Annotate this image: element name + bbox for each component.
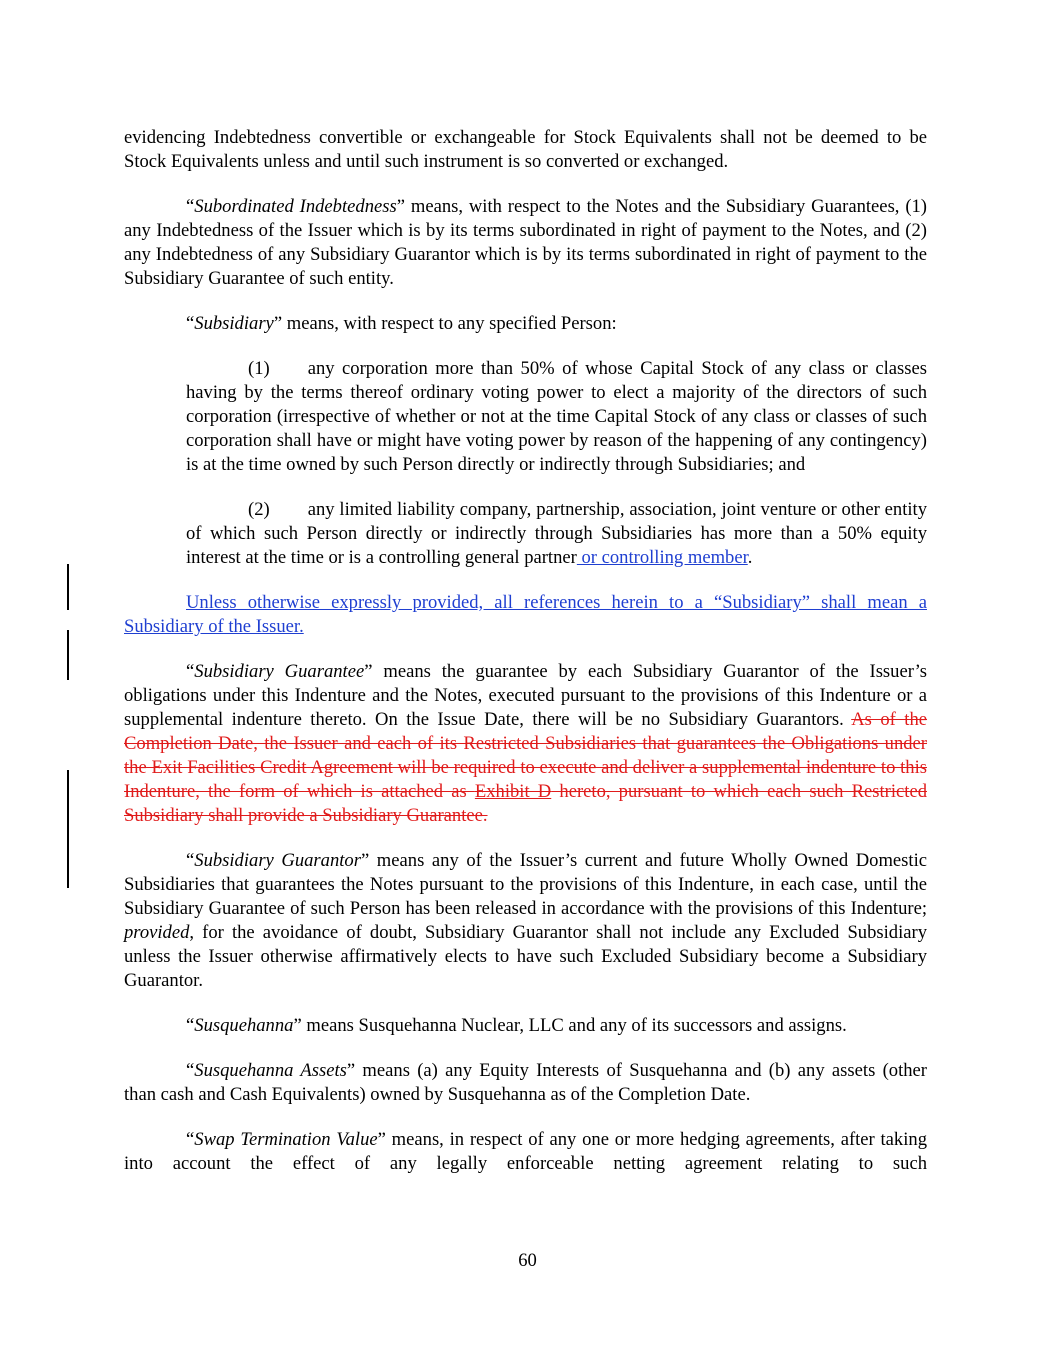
definition-swap-termination-value: “Swap Termination Value” means, in respect of any one or more hedging agreements, after taking into account the effect of any legally enforceable netting agreement relating to such	[124, 1129, 927, 1174]
defined-term: Susquehanna	[194, 1015, 294, 1036]
definition-susquehanna-assets: “Susquehanna Assets” means (a) any Equity Interests of Susquehanna and (b) any assets (other than cash and Cash Equivalents) owned by Susquehanna as of the Completion Date.	[124, 1060, 927, 1105]
defined-term: Subordinated Indebtedness	[194, 196, 397, 217]
change-bar	[67, 564, 69, 610]
clause-number: (1)	[248, 358, 270, 379]
provided-term: provided	[124, 922, 190, 943]
change-bar	[67, 630, 69, 680]
page-number: 60	[518, 1250, 537, 1271]
definition-subordinated-indebtedness: “Subordinated Indebtedness” means, with respect to the Notes and the Subsidiary Guarantees, (1) any Indebtedness of the Issuer which is by its terms subordinated in right of payment to the Notes, and (2) any Indebtedness of any Subsidiary Guarantor which is by its terms subordinated in right of payment to the Subsidiary Guarantee of such entity.	[124, 196, 927, 289]
clause-number: (2)	[248, 499, 270, 520]
defined-term: Subsidiary Guarantor	[194, 850, 361, 871]
inserted-paragraph-subsidiary-reference	[124, 591, 927, 639]
definition-subsidiary-guarantor: “Subsidiary Guarantor” means any of the Issuer’s current and future Wholly Owned Domestic Subsidiaries that guarantees the Notes pursuant to the provisions of this Indenture, in each case, until the Subsidiary Guarantee of such Person has been released in accordance with the provisions of this Indenture; provided, for the avoidance of doubt, Subsidiary Guarantor shall not include any Excluded Subsidiary unless the Issuer otherwise affirmatively elects to have such Excluded Subsidiary become a Subsidiary Guarantor.	[124, 850, 927, 991]
deleted-text: hereto, pursuant to which each such Restricted Subsidiary shall provide a Subsidiary Guarantee.	[124, 781, 927, 826]
defined-term: Swap Termination Value	[194, 1129, 378, 1150]
subsidiary-clause-1: (1) any corporation more than 50% of whose Capital Stock of any class or classes having by the terms thereof ordinary voting power to elect a majority of the directors of such corporation (irrespective of whether or not at the time Capital Stock of any class or classes of such corporation shall have or might have voting power by reason of the happening of any contingency) is at the time owned by such Person directly or indirectly through Subsidiaries; and	[186, 358, 927, 475]
document-body	[124, 126, 927, 1176]
inserted-text: or controlling member	[576, 547, 748, 568]
deleted-text: As of the Completion Date, the Issuer and each of its Restricted Subsidiaries that guarantees the Obligations under the Exit Facilities Credit Agreement will be required to execute and deliver a supplemental indenture to this Indenture, the form of which is attached as	[124, 709, 928, 802]
definition-susquehanna: “Susquehanna” means Susquehanna Nuclear, LLC and any of its successors and assigns.	[186, 1015, 847, 1036]
defined-term: Susquehanna Assets	[194, 1060, 347, 1081]
definition-subsidiary-guarantee: “Subsidiary Guarantee” means the guarantee by each Subsidiary Guarantor of the Issuer’s obligations under this Indenture and the Notes, executed pursuant to the provisions of this Indenture or a supplemental indenture thereto. On the Issue Date, there will be no Subsidiary Guarantors. As of the Completion Date, the Issuer and each of its Restricted Subsidiaries that guarantees the Obligations under the Exit Facilities Credit Agreement will be required to execute and deliver a supplemental indenture to this Indenture, the form of which is attached as Exhibit D hereto, pursuant to which each such Restricted Subsidiary shall provide a Subsidiary Guarantee.	[124, 661, 928, 826]
deleted-exhibit-reference: Exhibit D	[474, 781, 552, 802]
paragraph-stock-equivalents-continued: evidencing Indebtedness convertible or exchangeable for Stock Equivalents shall not be deemed to be Stock Equivalents unless and until such instrument is so converted or exchanged.	[124, 127, 927, 172]
defined-term: Subsidiary	[194, 313, 274, 334]
definition-subsidiary: “Subsidiary” means, with respect to any specified Person:	[186, 313, 617, 334]
inserted-text: Unless otherwise expressly provided, all references herein to a “Subsidiary” shall mean a Subsidiary of the Issuer.	[124, 592, 927, 637]
defined-term: Subsidiary Guarantee	[194, 661, 365, 682]
subsidiary-clause-2: (2) any limited liability company, partnership, association, joint venture or other entity of which such Person directly or indirectly through Subsidiaries has more than a 50% equity interest at the time or is a controlling general partner or controlling member.	[186, 499, 927, 568]
change-bar	[67, 770, 69, 888]
